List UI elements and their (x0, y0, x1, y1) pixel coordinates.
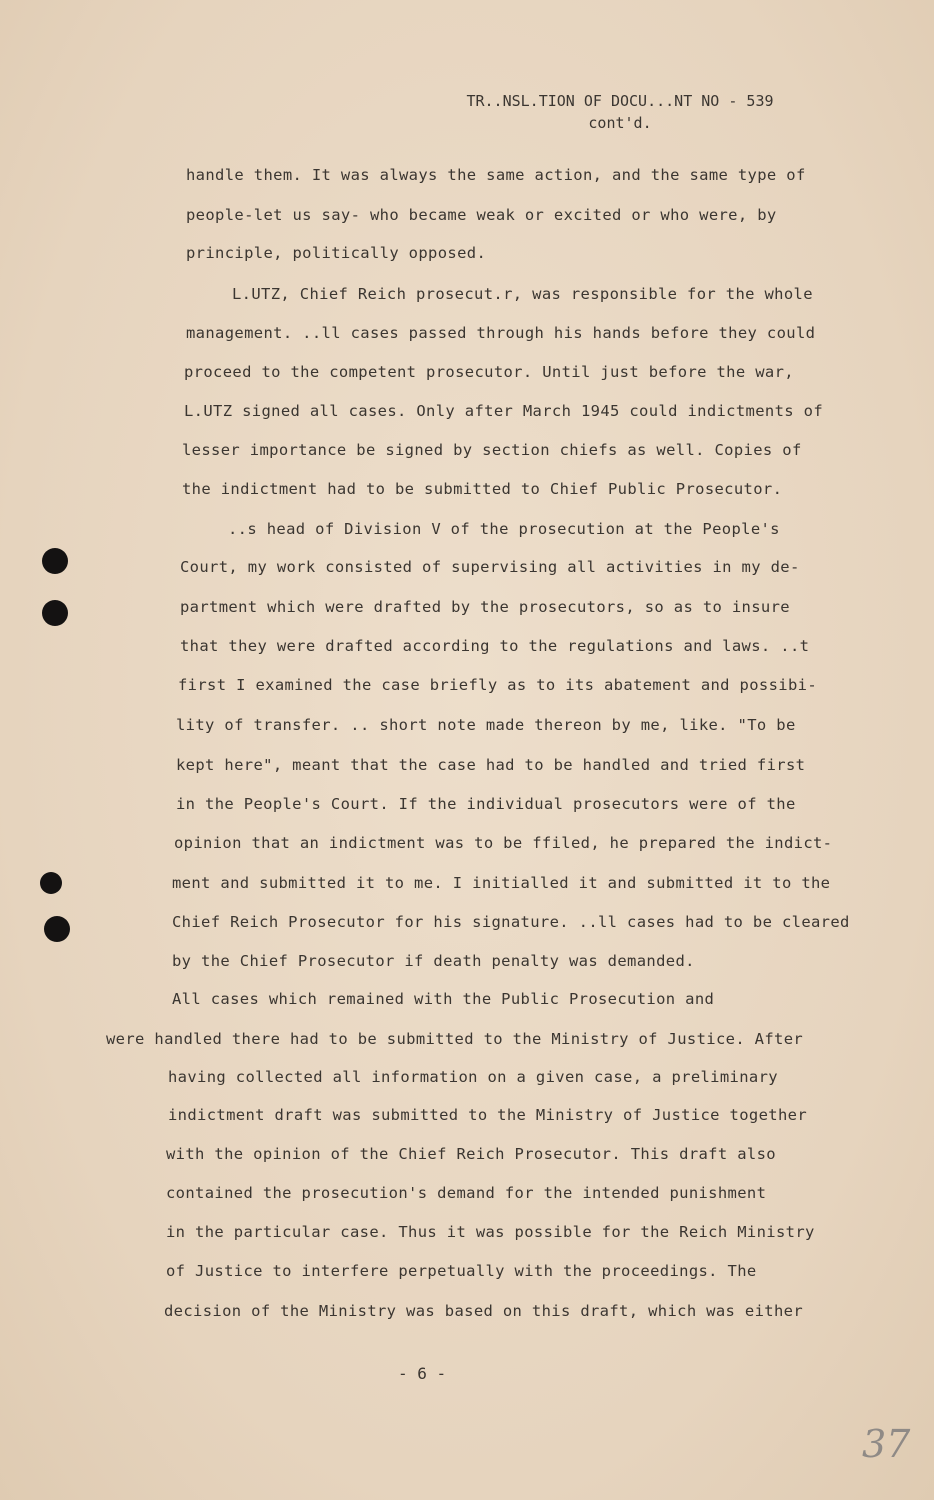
text-line-15: lity of transfer. .. short note made thereon by me, like. "To be (176, 716, 796, 734)
text-line-23: were handled there had to be submitted to the Ministry of Justice. After (106, 1030, 804, 1048)
text-line-9: the indictment had to be submitted to Chief Public Prosecutor. (182, 480, 783, 498)
text-line-25: indictment draft was submitted to the Ministry of Justice together (168, 1106, 807, 1124)
text-line-10: ..s head of Division V of the prosecution at the People's (228, 520, 780, 538)
text-line-22: All cases which remained with the Public Prosecution and (172, 990, 715, 1008)
handwritten-sheet-number: 37 (862, 1422, 911, 1466)
text-line-3: principle, politically opposed. (186, 244, 487, 262)
text-line-21: by the Chief Prosecutor if death penalty was demanded. (172, 952, 695, 970)
document-header (440, 90, 800, 134)
text-line-20: Chief Reich Prosecutor for his signature. ..ll cases had to be cleared (172, 913, 850, 931)
text-line-17: in the People's Court. If the individual prosecutors were of the (176, 795, 796, 813)
punch-hole-1 (42, 548, 68, 574)
text-line-18: opinion that an indictment was to be ffiled, he prepared the indict- (174, 834, 833, 852)
text-line-6: proceed to the competent prosecutor. Until just before the war, (184, 363, 794, 381)
text-line-11: Court, my work consisted of supervising all activities in my de- (180, 558, 800, 576)
text-line-4: L.UTZ, Chief Reich prosecut.r, was responsible for the whole (232, 285, 813, 303)
text-line-5: management. ..ll cases passed through his hands before they could (186, 324, 816, 342)
text-line-12: partment which were drafted by the prosecutors, so as to insure (180, 598, 790, 616)
page-number: - 6 - (398, 1364, 447, 1383)
punch-hole-4 (44, 916, 70, 942)
text-line-13: that they were drafted according to the regulations and laws. ..t (180, 637, 810, 655)
text-line-8: lesser importance be signed by section chiefs as well. Copies of (182, 441, 802, 459)
text-line-19: ment and submitted it to me. I initialled it and submitted it to the (172, 874, 831, 892)
continued-label: cont'd. (588, 114, 652, 132)
text-line-30: decision of the Ministry was based on this draft, which was either (164, 1302, 803, 1320)
text-line-29: of Justice to interfere perpetually with the proceedings. The (166, 1262, 757, 1280)
text-line-16: kept here", meant that the case had to be handled and tried first (176, 756, 806, 774)
text-line-2: people-let us say- who became weak or excited or who were, by (186, 206, 777, 224)
punch-hole-3 (40, 872, 62, 894)
translation-title: TR..NSL.TION OF DOCU...NT NO - 539 (466, 92, 774, 110)
punch-hole-2 (42, 600, 68, 626)
text-line-14: first I examined the case briefly as to its abatement and possibi- (178, 676, 817, 694)
text-line-24: having collected all information on a given case, a preliminary (168, 1068, 778, 1086)
text-line-1: handle them. It was always the same action, and the same type of (186, 166, 806, 184)
text-line-7: L.UTZ signed all cases. Only after March 1945 could indictments of (184, 402, 823, 420)
text-line-27: contained the prosecution's demand for the intended punishment (166, 1184, 767, 1202)
text-line-28: in the particular case. Thus it was possible for the Reich Ministry (166, 1223, 815, 1241)
text-line-26: with the opinion of the Chief Reich Prosecutor. This draft also (166, 1145, 776, 1163)
